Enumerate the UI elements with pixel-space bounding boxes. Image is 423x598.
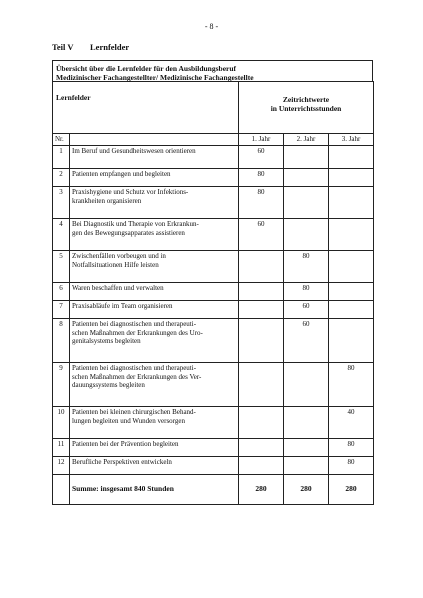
lernfeld-title-line1: Patienten bei der Prävention begleiten <box>72 440 179 448</box>
lernfeld-title <box>70 301 239 319</box>
lernfeld-title-line1: Berufliche Perspektiven entwickeln <box>72 458 172 466</box>
zeitrichtwerte-line1: Zeitrichtwerte <box>282 95 330 104</box>
hours-year1 <box>239 283 284 301</box>
row-number: 5 <box>53 251 70 283</box>
hours-year3 <box>329 251 374 283</box>
lernfeld-title-line1: Patienten empfangen und begleiten <box>72 170 171 178</box>
sum-nr-empty <box>53 475 70 505</box>
table-row <box>53 187 374 219</box>
hours-year1 <box>239 319 284 363</box>
lernfeld-title-line1: Patienten bei diagnostischen und therapeuti- <box>72 320 197 328</box>
overview-title-line1: Übersicht über die Lernfelder für den Ausbildungsberuf <box>56 64 237 73</box>
lernfeld-title-line2: Notfallsituationen Hilfe leisten <box>72 260 159 269</box>
hours-year1: 60 <box>239 219 284 251</box>
lernfeld-title-line1: Im Beruf und Gesundheitswesen orientieren <box>72 147 196 155</box>
hours-year3 <box>329 169 374 187</box>
column-header-row <box>53 134 374 146</box>
lernfeld-title <box>70 219 239 251</box>
hours-year2: 60 <box>284 301 329 319</box>
hours-year2 <box>284 407 329 439</box>
overview-title <box>52 60 373 81</box>
hours-year1: 80 <box>239 187 284 219</box>
lernfelder-label: Lernfelder <box>56 93 91 102</box>
table-row <box>53 283 374 301</box>
row-number: 2 <box>53 169 70 187</box>
row-number: 9 <box>53 363 70 407</box>
table-row <box>53 251 374 283</box>
row-number: 4 <box>53 219 70 251</box>
section-heading <box>52 42 129 52</box>
col-year2: 2. Jahr <box>284 134 329 146</box>
row-number: 10 <box>53 407 70 439</box>
lernfeld-title <box>70 363 239 407</box>
row-number: 6 <box>53 283 70 301</box>
hours-year2 <box>284 219 329 251</box>
row-number: 11 <box>53 439 70 457</box>
row-number: 8 <box>53 319 70 363</box>
lernfeld-title <box>70 283 239 301</box>
sum-label: Summe: insgesamt 840 Stunden <box>70 475 239 505</box>
hours-year1 <box>239 407 284 439</box>
table-row <box>53 407 374 439</box>
hours-year3 <box>329 283 374 301</box>
zeitrichtwerte-cell <box>239 82 374 134</box>
sum-year3: 280 <box>329 475 374 505</box>
lernfeld-title-line1: Praxisabläufe im Team organisieren <box>72 302 173 310</box>
lernfelder-label-cell <box>53 82 239 134</box>
col-title-empty <box>70 134 239 146</box>
hours-year2 <box>284 146 329 169</box>
table-row <box>53 457 374 475</box>
sum-year2: 280 <box>284 475 329 505</box>
lernfelder-overview <box>52 60 373 505</box>
hours-year2 <box>284 363 329 407</box>
table-row <box>53 319 374 363</box>
lernfeld-title-line1: Bei Diagnostik und Therapie von Erkrankun- <box>72 220 199 228</box>
lernfeld-title-line3: dauungssystems begleiten <box>72 381 145 389</box>
lernfeld-title-line1: Patienten bei diagnostischen und therapeuti- <box>72 364 197 372</box>
lernfeld-title <box>70 251 239 283</box>
hours-year1 <box>239 363 284 407</box>
zeitrichtwerte-line2: in Unterrichtsstunden <box>270 103 342 113</box>
hours-year3 <box>329 301 374 319</box>
table-row <box>53 301 374 319</box>
sum-year1: 280 <box>239 475 284 505</box>
lernfeld-title-line1: Patienten bei kleinen chirurgischen Behand- <box>72 408 196 416</box>
lernfeld-title-line3: genitalsystems begleiten <box>72 337 141 345</box>
lernfeld-title <box>70 457 239 475</box>
lernfeld-title-line1: Zwischenfällen vorbeugen und in <box>72 252 166 260</box>
hours-year2 <box>284 169 329 187</box>
lernfeld-title <box>70 146 239 169</box>
hours-year1: 60 <box>239 146 284 169</box>
hours-year3 <box>329 187 374 219</box>
table-row <box>53 219 374 251</box>
table-row <box>53 363 374 407</box>
hours-year2: 60 <box>284 319 329 363</box>
lernfeld-title-line2: lungen begleiten und Wunden versorgen <box>72 416 185 425</box>
hours-year3 <box>329 146 374 169</box>
overview-title-line2: Medizinischer Fachangestellter/ Medizinische Fachangestellte <box>56 73 254 82</box>
lernfeld-title-line1: Waren beschaffen und verwalten <box>72 284 164 292</box>
lernfeld-title-line1: Praxishygiene und Schutz vor Infektions- <box>72 188 189 196</box>
hours-year2: 80 <box>284 251 329 283</box>
hours-year2: 80 <box>284 283 329 301</box>
lernfeld-title-line2: gen des Bewegungsapparates assistieren <box>72 228 185 237</box>
hours-year1: 80 <box>239 169 284 187</box>
section-label: Teil V <box>52 42 74 52</box>
row-number: 1 <box>53 146 70 169</box>
row-number: 12 <box>53 457 70 475</box>
lernfeld-title-line2: krankheiten organisieren <box>72 196 142 205</box>
table-row <box>53 439 374 457</box>
lernfeld-title <box>70 319 239 363</box>
col-nr: Nr. <box>53 134 70 146</box>
section-title: Lernfelder <box>90 42 130 52</box>
hours-year1 <box>239 251 284 283</box>
lernfeld-title <box>70 407 239 439</box>
sum-row <box>53 475 374 505</box>
lernfeld-title-line2: schen Maßnahmen der Erkrankungen des Ver- <box>72 372 202 381</box>
hours-year1 <box>239 439 284 457</box>
lernfeld-title <box>70 169 239 187</box>
table-row <box>53 146 374 169</box>
hours-year2 <box>284 439 329 457</box>
lernfelder-table <box>52 81 374 505</box>
row-number: 3 <box>53 187 70 219</box>
table-header-row <box>53 82 374 134</box>
hours-year2 <box>284 187 329 219</box>
lernfeld-title-line2: schen Maßnahmen der Erkrankungen des Uro- <box>72 328 203 337</box>
hours-year1 <box>239 457 284 475</box>
hours-year3: 80 <box>329 457 374 475</box>
hours-year3: 40 <box>329 407 374 439</box>
page-number: - 8 - <box>204 22 219 31</box>
hours-year3: 80 <box>329 439 374 457</box>
lernfeld-title <box>70 439 239 457</box>
hours-year1 <box>239 301 284 319</box>
hours-year3: 80 <box>329 363 374 407</box>
col-year3: 3. Jahr <box>329 134 374 146</box>
hours-year3 <box>329 219 374 251</box>
hours-year2 <box>284 457 329 475</box>
table-row <box>53 169 374 187</box>
row-number: 7 <box>53 301 70 319</box>
lernfeld-title <box>70 187 239 219</box>
hours-year3 <box>329 319 374 363</box>
col-year1: 1. Jahr <box>239 134 284 146</box>
